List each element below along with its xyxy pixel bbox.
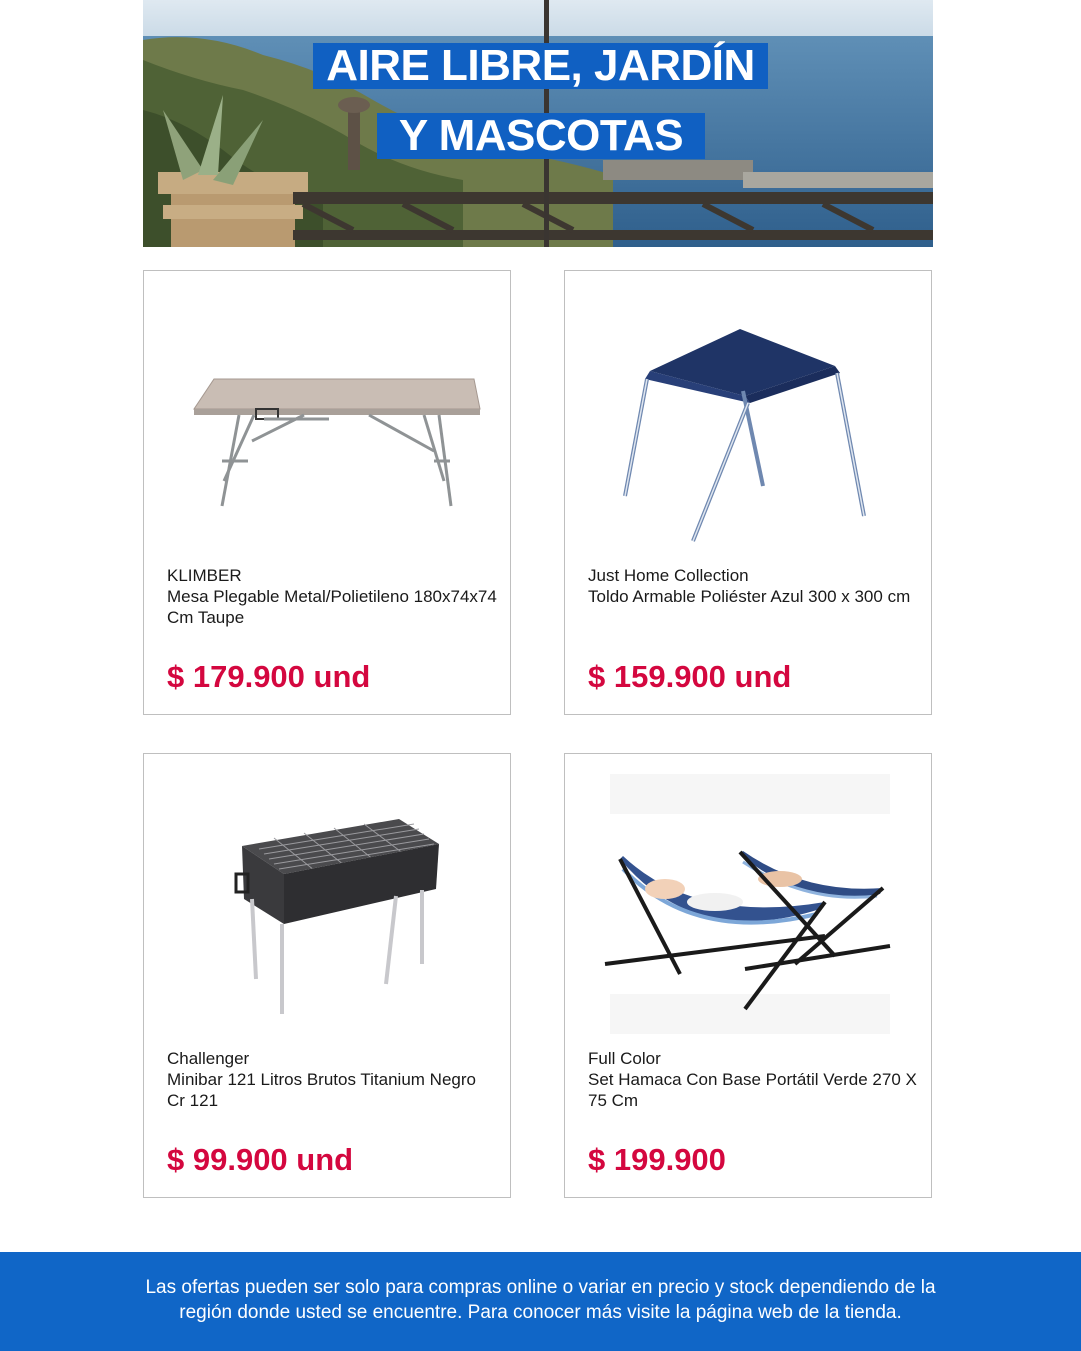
product-brand: Challenger bbox=[167, 1049, 250, 1068]
footer-disclaimer bbox=[0, 1252, 1081, 1351]
canopy-tent-image bbox=[585, 291, 913, 551]
hero-banner bbox=[143, 0, 933, 247]
product-price: $ 99.900 und bbox=[167, 1142, 354, 1177]
footer-line2: región donde usted se encuentre. Para conocer más visite la página web de la tienda. bbox=[179, 1302, 902, 1323]
product-card[interactable] bbox=[564, 270, 932, 715]
product-price: $ 159.900 und bbox=[588, 659, 792, 694]
product-description: Mesa Plegable Metal/Polietileno 180x74x74 Cm Taupe bbox=[167, 587, 497, 627]
product-price: $ 199.900 bbox=[588, 1142, 726, 1177]
hero-title-line1: AIRE LIBRE, JARDÍN bbox=[313, 43, 768, 89]
folding-table-image bbox=[164, 291, 492, 551]
product-price: $ 179.900 und bbox=[167, 659, 371, 694]
footer-line1: Las ofertas pueden ser solo para compras online o variar en precio y stock dependiendo de la bbox=[145, 1277, 936, 1298]
product-description: Set Hamaca Con Base Portátil Verde 270 X 75 Cm bbox=[588, 1070, 917, 1110]
charcoal-grill-image bbox=[164, 774, 492, 1034]
product-card[interactable] bbox=[143, 270, 511, 715]
product-brand: KLIMBER bbox=[167, 566, 242, 585]
product-description: Minibar 121 Litros Brutos Titanium Negro Cr 121 bbox=[167, 1070, 476, 1110]
product-brand: Full Color bbox=[588, 1049, 661, 1068]
hammock-set-image bbox=[585, 774, 913, 1034]
product-brand: Just Home Collection bbox=[588, 566, 749, 585]
product-card[interactable] bbox=[564, 753, 932, 1198]
product-description: Toldo Armable Poliéster Azul 300 x 300 cm bbox=[588, 587, 911, 606]
hero-title-line2: Y MASCOTAS bbox=[377, 113, 705, 159]
product-card[interactable] bbox=[143, 753, 511, 1198]
